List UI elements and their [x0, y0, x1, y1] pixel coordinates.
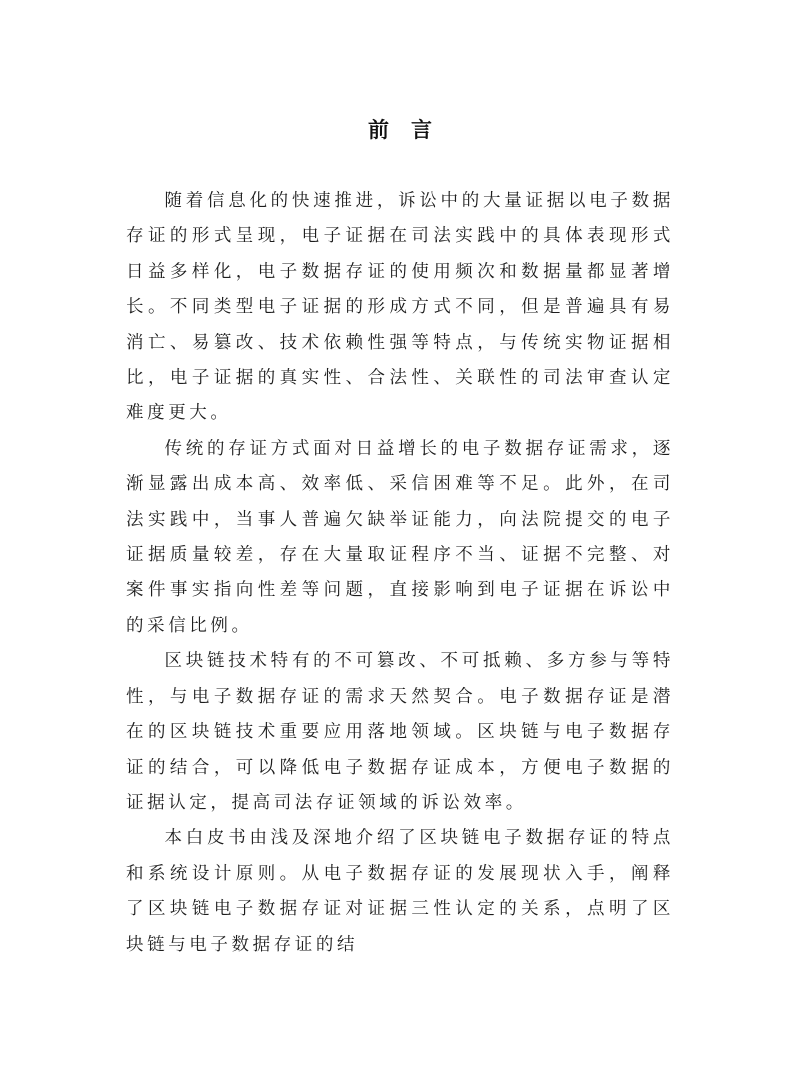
document-body: [126, 184, 674, 963]
page-title: 前言: [368, 118, 454, 143]
paragraph-3: 区块链技术特有的不可篡改、不可抵赖、多方参与等特性，与电子数据存证的需求天然契合。电子数据存证是潜在的区块链技术重要应用落地领域。区块链与电子数据存证的结合，可以降低电子数据存证成本，方便电子数据的证据认定，提高司法存证领域的诉讼效率。: [126, 651, 674, 813]
paragraph-1: 随着信息化的快速推进，诉讼中的大量证据以电子数据存证的形式呈现，电子证据在司法实践中的具体表现形式日益多样化，电子数据存证的使用频次和数据量都显著增长。不同类型电子证据的形成方式不同，但是普遍具有易消亡、易篡改、技术依赖性强等特点，与传统实物证据相比，电子证据的真实性、合法性、关联性的司法审查认定难度更大。: [126, 191, 674, 424]
paragraph-2: 传统的存证方式面对日益增长的电子数据存证需求，逐渐显露出成本高、效率低、采信困难等不足。此外，在司法实践中，当事人普遍欠缺举证能力，向法院提交的电子证据质量较差，存在大量取证程序不当、证据不完整、对案件事实指向性差等问题，直接影响到电子证据在诉讼中的采信比例。: [126, 438, 674, 636]
paragraph-4: 本白皮书由浅及深地介绍了区块链电子数据存证的特点和系统设计原则。从电子数据存证的发展现状入手，阐释了区块链电子数据存证对证据三性认定的关系，点明了区块链与电子数据存证的结: [126, 828, 674, 955]
